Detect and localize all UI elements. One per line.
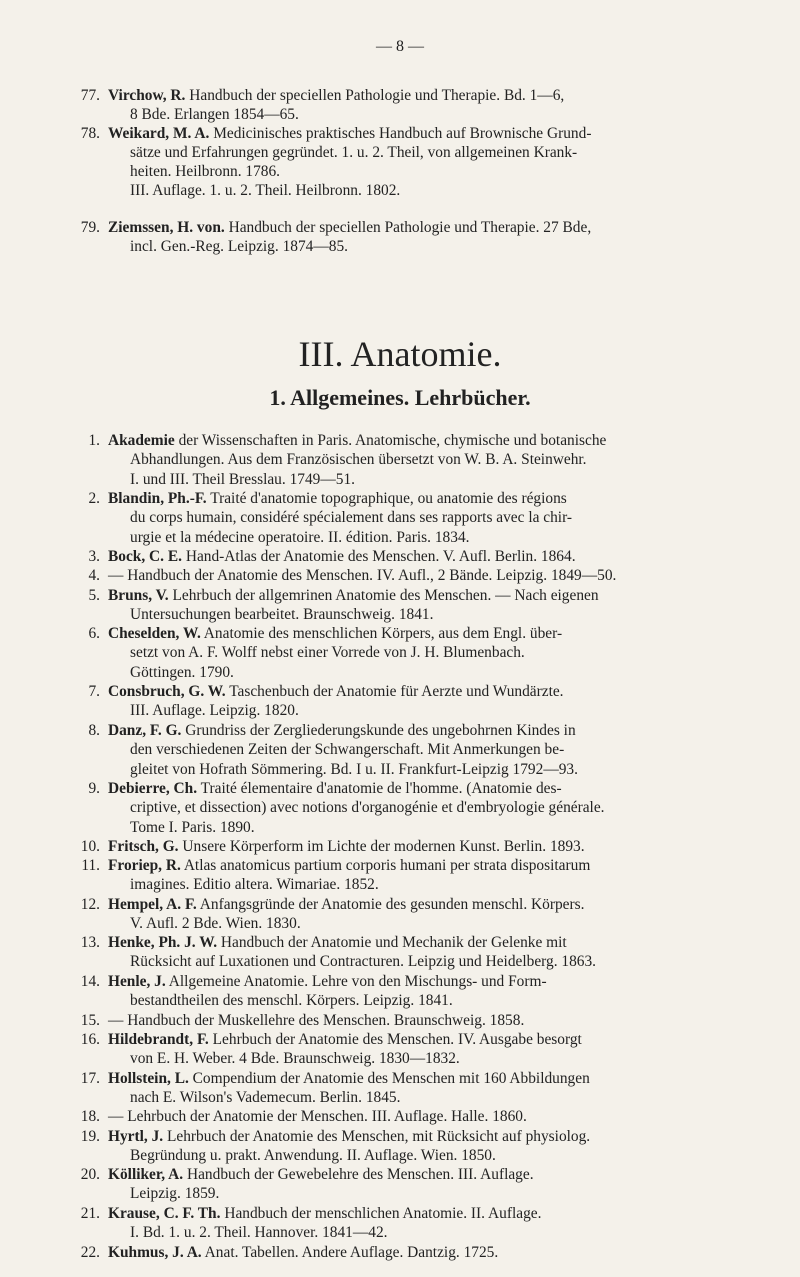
entry-author: Bock, C. E. xyxy=(108,548,182,565)
bibliography-entry xyxy=(80,1030,768,1069)
entry-text: heiten. Heilbronn. 1786. xyxy=(130,163,281,180)
entry-author: Krause, C. F. Th. xyxy=(108,1205,221,1222)
entry-number: 19. xyxy=(80,1128,100,1145)
entry-line xyxy=(108,1243,768,1262)
entry-number: 11. xyxy=(81,857,100,874)
entry-text: Lehrbuch der Anatomie des Menschen, mit Rücksicht auf physiolog. xyxy=(167,1128,591,1145)
bibliography-entry xyxy=(88,721,768,779)
entry-text: Compendium der Anatomie des Menschen mit 160 Abbildungen xyxy=(192,1070,590,1087)
entry-text: Begründung u. prakt. Anwendung. II. Auflage. Wien. 1850. xyxy=(130,1147,496,1165)
entry-line xyxy=(108,1107,768,1126)
entry-line xyxy=(108,1127,768,1146)
entry-text: nach E. Wilson's Vademecum. Berlin. 1845. xyxy=(130,1089,401,1107)
entry-line xyxy=(108,663,768,682)
entry-text: du corps humain, considéré spécialement dans ses rapports avec la chir- xyxy=(130,509,573,527)
bibliography-entry xyxy=(80,218,768,256)
entry-text: — Handbuch der Muskellehre des Menschen. Braunschweig. 1858. xyxy=(108,1012,525,1029)
entry-number: 78. xyxy=(80,125,100,142)
bibliography-entry xyxy=(81,856,768,895)
entry-line xyxy=(108,124,768,143)
entry-number: 4. xyxy=(88,567,100,584)
entry-text: Hand-Atlas der Anatomie des Menschen. V. Aufl. Berlin. 1864. xyxy=(185,548,576,565)
entry-author: Danz, F. G. xyxy=(108,722,182,739)
entry-text: Anatomie des menschlichen Körpers, aus dem Engl. über- xyxy=(203,625,563,642)
bibliography-entry xyxy=(80,1107,768,1126)
entry-text: Allgemeine Anatomie. Lehre von den Mischungs- und Form- xyxy=(168,973,547,990)
entry-text: Handbuch der speciellen Pathologie und Therapie. Bd. 1—6, xyxy=(189,87,565,104)
entry-author: Consbruch, G. W. xyxy=(108,683,226,700)
entry-author: Kölliker, A. xyxy=(108,1166,184,1183)
bibliography-entry xyxy=(88,624,768,682)
entry-line xyxy=(108,643,768,662)
entry-number: 1. xyxy=(88,432,100,449)
entry-line xyxy=(108,972,768,991)
entry-text: Handbuch der Anatomie und Mechanik der Gelenke mit xyxy=(220,934,567,951)
entry-line xyxy=(108,1165,768,1184)
entry-line xyxy=(108,547,768,566)
entry-number: 16. xyxy=(80,1031,100,1048)
entry-line xyxy=(108,431,768,450)
entry-text: V. Aufl. 2 Bde. Wien. 1830. xyxy=(130,915,301,933)
entry-author: Weikard, M. A. xyxy=(108,125,210,142)
entry-line xyxy=(108,586,768,605)
entry-line xyxy=(108,914,768,933)
entry-number: 15. xyxy=(80,1012,100,1029)
entry-text: III. Auflage. Leipzig. 1820. xyxy=(130,702,299,720)
entry-line xyxy=(108,779,768,798)
entry-number: 18. xyxy=(80,1108,100,1125)
bibliography-entry xyxy=(80,895,768,934)
entry-author: Ziemssen, H. von. xyxy=(108,219,225,236)
bibliography-entry xyxy=(80,1243,768,1262)
entry-text: von E. H. Weber. 4 Bde. Braunschweig. 1830—1832. xyxy=(130,1050,460,1068)
entry-text: Anfangsgründe der Anatomie des gesunden menschl. Körpers. xyxy=(199,896,585,913)
entry-number: 2. xyxy=(88,490,100,507)
bibliography-entry xyxy=(80,933,768,972)
entry-line xyxy=(108,624,768,643)
subsection-title: 1. Allgemeines. Lehrbücher. xyxy=(269,385,531,410)
entry-number: 7. xyxy=(88,683,100,700)
page-number: — 8 — xyxy=(376,38,424,55)
bibliography-entry xyxy=(80,1069,768,1108)
entry-line xyxy=(108,605,768,624)
entry-author: Hollstein, L. xyxy=(108,1070,189,1087)
entry-author: Bruns, V. xyxy=(108,587,169,604)
entry-author: Debierre, Ch. xyxy=(108,780,198,797)
entry-text: Medicinisches praktisches Handbuch auf Brownische Grund- xyxy=(213,125,592,142)
bibliography-entry xyxy=(88,431,768,489)
entry-number: 8. xyxy=(88,722,100,739)
entry-text: Handbuch der menschlichen Anatomie. II. Auflage. xyxy=(224,1205,542,1222)
bibliography-entry xyxy=(80,837,768,856)
entry-text: incl. Gen.-Reg. Leipzig. 1874—85. xyxy=(130,238,348,255)
entry-line xyxy=(108,721,768,740)
entry-line xyxy=(108,798,768,817)
entry-text: Handbuch der speciellen Pathologie und Therapie. 27 Bde, xyxy=(228,219,592,236)
entry-line xyxy=(108,1088,768,1107)
entry-line xyxy=(108,218,768,237)
bibliography-entry xyxy=(80,1011,768,1030)
entry-number: 5. xyxy=(88,587,100,604)
entry-text: Grundriss der Zergliederungskunde des ungebohrnen Kindes in xyxy=(185,722,576,739)
entry-line xyxy=(108,470,768,489)
entry-text: Handbuch der Gewebelehre des Menschen. III. Auflage. xyxy=(186,1166,534,1183)
entry-number: 12. xyxy=(80,896,100,913)
entry-line xyxy=(108,1069,768,1088)
bibliography-entry xyxy=(88,779,768,837)
entry-text: — Handbuch der Anatomie des Menschen. IV. Aufl., 2 Bände. Leipzig. 1849—50. xyxy=(108,567,617,584)
entry-line xyxy=(108,237,768,256)
entry-number: 9. xyxy=(88,780,100,797)
entry-text: Rücksicht auf Luxationen und Contracturen. Leipzig und Heidelberg. 1863. xyxy=(130,953,597,971)
entry-text: Traité d'anatomie topographique, ou anatomie des régions xyxy=(210,490,567,507)
entry-author: Fritsch, G. xyxy=(108,838,179,855)
entry-text: criptive, et dissection) avec notions d'organogénie et d'embryologie générale. xyxy=(130,799,605,817)
entry-text: Untersuchungen bearbeitet. Braunschweig. 1841. xyxy=(130,606,434,624)
entry-text: Traité élementaire d'anatomie de l'homme. (Anatomie des- xyxy=(200,780,562,797)
entry-line xyxy=(108,181,768,200)
entry-text: imagines. Editio altera. Wimariae. 1852. xyxy=(130,876,379,894)
bibliography-entry xyxy=(88,566,768,585)
entry-author: Virchow, R. xyxy=(108,87,186,104)
bibliography-entry xyxy=(80,1165,768,1204)
entry-text: sätze und Erfahrungen gegründet. 1. u. 2. Theil, von allgemeinen Krank- xyxy=(130,144,578,161)
entry-author: Henle, J. xyxy=(108,973,166,990)
entry-number: 6. xyxy=(88,625,100,642)
entry-text: I. und III. Theil Bresslau. 1749—51. xyxy=(130,470,355,488)
entry-line xyxy=(108,489,768,508)
entry-line xyxy=(108,450,768,469)
entry-number: 3. xyxy=(88,548,100,565)
entry-text: urgie et la médecine operatoire. II. édition. Paris. 1834. xyxy=(130,528,470,546)
entry-line xyxy=(108,740,768,759)
entry-line xyxy=(108,1030,768,1049)
entry-line xyxy=(108,895,768,914)
bibliography-entry xyxy=(80,1204,768,1243)
bibliography-entry xyxy=(88,682,768,721)
entry-line xyxy=(108,682,768,701)
entry-text: Taschenbuch der Anatomie für Aerzte und Wundärzte. xyxy=(229,683,564,700)
bibliography-entry xyxy=(80,124,768,200)
entry-line xyxy=(108,528,768,547)
entry-line xyxy=(108,991,768,1010)
entry-number: 77. xyxy=(80,87,100,104)
entry-line xyxy=(108,1011,768,1030)
entry-number: 10. xyxy=(80,838,100,855)
entry-text: Unsere Körperform im Lichte der modernen Kunst. Berlin. 1893. xyxy=(182,838,585,855)
entry-text: bestandtheilen des menschl. Körpers. Leipzig. 1841. xyxy=(130,992,453,1010)
entry-author: Henke, Ph. J. W. xyxy=(108,934,218,951)
bibliography-entry xyxy=(88,586,768,625)
entry-line xyxy=(108,760,768,779)
entry-line xyxy=(108,1049,768,1068)
bibliography-entry xyxy=(80,86,768,124)
entry-author: Akademie xyxy=(108,432,175,449)
bibliography-entry xyxy=(88,547,768,566)
entry-text: Tome I. Paris. 1890. xyxy=(130,818,255,836)
entry-line xyxy=(108,1204,768,1223)
entry-author: Blandin, Ph.-F. xyxy=(108,490,207,507)
entry-text: setzt von A. F. Wolff nebst einer Vorrede von J. H. Blumenbach. xyxy=(130,644,525,662)
entry-author: Hildebrandt, F. xyxy=(108,1031,209,1048)
entry-text: Abhandlungen. Aus dem Französischen übersetzt von W. B. A. Steinwehr. xyxy=(130,451,587,469)
entry-author: Cheselden, W. xyxy=(108,625,201,642)
entry-line xyxy=(108,837,768,856)
bibliography-entry xyxy=(88,489,768,547)
entry-author: Hyrtl, J. xyxy=(108,1128,164,1145)
entry-number: 79. xyxy=(80,219,100,236)
entry-line xyxy=(108,952,768,971)
entry-number: 20. xyxy=(80,1166,100,1183)
entry-line xyxy=(108,1223,768,1242)
entry-line xyxy=(108,856,768,875)
entry-number: 22. xyxy=(80,1244,100,1261)
entry-author: Hempel, A. F. xyxy=(108,896,197,913)
entry-line xyxy=(108,701,768,720)
entry-author: Kuhmus, J. A. xyxy=(108,1244,202,1261)
entry-text: I. Bd. 1. u. 2. Theil. Hannover. 1841—42. xyxy=(130,1224,388,1242)
entry-text: Anat. Tabellen. Andere Auflage. Dantzig. 1725. xyxy=(204,1244,499,1261)
entry-text: gleitet von Hofrath Sömmering. Bd. I u. II. Frankfurt-Leipzig 1792—93. xyxy=(130,760,578,778)
bibliography-entry xyxy=(80,972,768,1011)
entry-line xyxy=(108,566,768,585)
entry-line xyxy=(108,1184,768,1203)
entry-number: 21. xyxy=(80,1205,100,1222)
entry-number: 13. xyxy=(80,934,100,951)
entry-line xyxy=(108,508,768,527)
section-title: III. Anatomie. xyxy=(298,334,502,374)
entry-number: 17. xyxy=(80,1070,100,1087)
entry-text: Göttingen. 1790. xyxy=(130,663,234,681)
entry-line xyxy=(108,86,768,105)
entry-text: Lehrbuch der Anatomie des Menschen. IV. Ausgabe besorgt xyxy=(212,1031,582,1048)
bibliography-entry xyxy=(80,1127,768,1166)
entry-line xyxy=(108,818,768,837)
entry-author: Froriep, R. xyxy=(108,857,181,874)
entry-line xyxy=(108,105,768,124)
entry-text: Lehrbuch der allgemrinen Anatomie des Menschen. — Nach eigenen xyxy=(172,587,599,604)
entry-text: der Wissenschaften in Paris. Anatomische, chymische und botanische xyxy=(178,432,607,449)
entry-text: den verschiedenen Zeiten der Schwangerschaft. Mit Anmerkungen be- xyxy=(130,741,565,759)
entry-line xyxy=(108,162,768,181)
entry-number: 14. xyxy=(80,973,100,990)
entry-text: III. Auflage. 1. u. 2. Theil. Heilbronn. 1802. xyxy=(130,182,401,199)
entry-text: — Lehrbuch der Anatomie der Menschen. III. Auflage. Halle. 1860. xyxy=(108,1108,527,1125)
entry-text: 8 Bde. Erlangen 1854—65. xyxy=(130,106,299,123)
entry-text: Atlas anatomicus partium corporis humani per strata dispositarum xyxy=(183,857,591,874)
entry-line xyxy=(108,875,768,894)
entry-line xyxy=(108,933,768,952)
entry-text: Leipzig. 1859. xyxy=(130,1185,220,1203)
entry-line xyxy=(108,143,768,162)
entry-line xyxy=(108,1146,768,1165)
